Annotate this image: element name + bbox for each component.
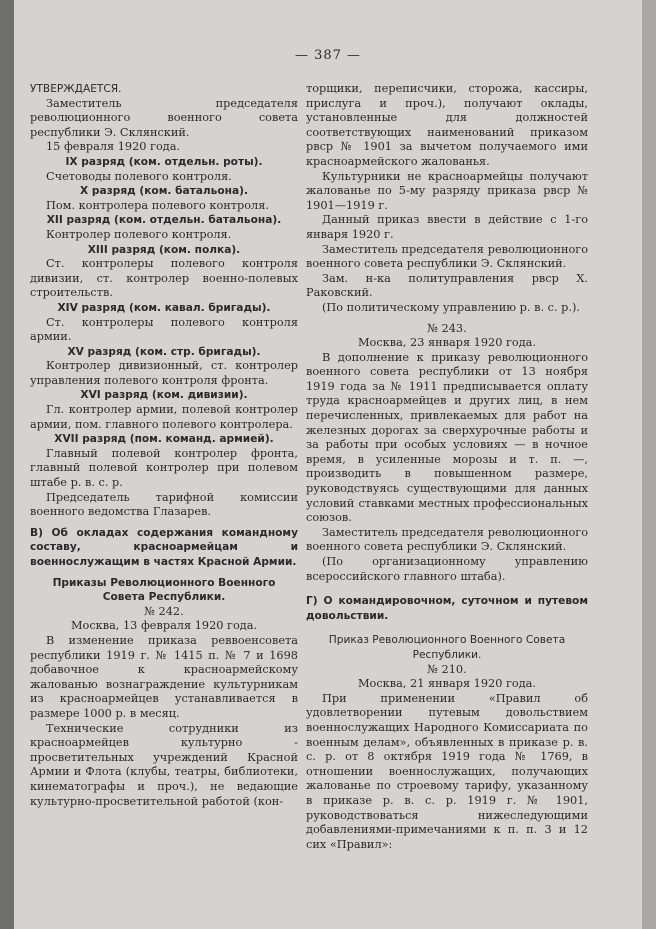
left-paragraph-20: В) Об окладах содержания командному составу, красноармейцам и военнослужащим в частях Красной Армии. (30, 526, 298, 568)
left-paragraph-23: Москва, 13 февраля 1920 года. (70, 619, 258, 633)
left-paragraph-10: Ст. контролеры полевого контроля дивизии, ст. контролер военно-полевых строительств. (30, 257, 298, 300)
left-paragraph-4: Счетоводы полевого контроля. (46, 169, 232, 183)
right-paragraph-3: Заместитель председателя революционного военного совета республики Э. Склянский. (306, 242, 588, 271)
left-paragraph-7: XII разряд (ком. отдельн. батальона). (46, 214, 282, 227)
left-paragraph-19: Председатель тарифной комиссии военного ведомства Глазарев. (30, 490, 298, 519)
right-paragraph-6: № 243. (427, 321, 467, 335)
right-paragraph-11: Г) О командировочном, суточном и путевом довольствии. (306, 595, 588, 622)
left-column (30, 82, 298, 809)
left-paragraph-22: № 242. (144, 604, 184, 618)
right-paragraph-0: торщики, переписчики, сторожа, кассиры, прислуга и проч.), получают оклады, установленные для должностей соответствующих наименований приказом рвср № 1901 за вычетом получаемого ими красноармейского жалованья. (306, 82, 588, 168)
right-paragraph-2: Данный приказ ввести в действие с 1-го января 1920 г. (306, 213, 588, 241)
scan-right-edge (642, 0, 656, 929)
right-paragraph-7: Москва, 23 января 1920 года. (357, 336, 537, 350)
left-paragraph-1: Заместитель председателя революционного военного совета республики Э. Склянский. (30, 96, 298, 139)
page-number: — 387 — (294, 48, 362, 63)
right-paragraph-1: Культурники не красноармейцы получают жалованье по 5-му разряду приказа рвср № 1901—1919 г. (306, 169, 588, 212)
left-paragraph-25: Технические сотрудники из красноармейцев культурно - просветительных учреждений Красной Армии и Флота (клубы, театры, библиотеки, кинематографы и проч.), не ведающие культурно-просветительной работой (кон- (30, 721, 298, 808)
left-paragraph-16: Гл. контролер армии, полевой контролер армии, пом. главного полевого контролера. (30, 403, 298, 431)
left-paragraph-3: IX разряд (ком. отдельн. роты). (65, 155, 263, 168)
left-paragraph-14: Контролер дивизионный, ст. контролер управления полевого контроля фронта. (30, 359, 298, 387)
left-paragraph-5: X разряд (ком. батальона). (80, 185, 248, 198)
scan-left-edge (0, 0, 14, 929)
left-paragraph-21: Приказы Революционного Военного Совета Республики. (52, 576, 276, 604)
left-paragraph-24: В изменение приказа реввоенсовета республики 1919 г. № 1415 п. № 7 и 1698 добавочное к красноармейскому жалованью вознаграждение культурникам из красноармейцев устанавливается в размере 1000 р. в месяц. (30, 633, 298, 720)
left-paragraph-2: 15 февраля 1920 года. (46, 140, 181, 154)
left-paragraph-9: XIII разряд (ком. полка). (87, 243, 241, 256)
right-paragraph-12: Приказ Революционного Военного Совета Республики. (328, 634, 566, 661)
right-paragraph-4: Зам. н-ка политуправления рвср Х. Раковский. (306, 271, 588, 300)
right-paragraph-13: № 210. (427, 662, 467, 676)
left-paragraph-15: XVI разряд (ком. дивизии). (80, 389, 248, 402)
right-paragraph-15: При применении «Правил об удовлетворении путевым довольствием военнослужащих Народного Комиссариата по военным делам», объявленных в приказе р. в. с. р. от 8 октября 1919 года № 1769, в отношении военнослужащих, получающих жалованье по строевому тарифу, указанному в приказе р. в. с. р. 1919 г. № 1901, руководствоваться нижеследующими добавлениями-примечаниями к п. п. 3 и 12 сих «Правил»: (306, 691, 588, 851)
left-paragraph-6: Пом. контролера полевого контроля. (46, 198, 269, 212)
left-paragraph-17: XVII разряд (пом. команд. армией). (54, 433, 274, 446)
left-paragraph-8: Контролер полевого контроля. (46, 227, 232, 241)
right-paragraph-5: (По политическому управлению р. в. с. р.). (322, 300, 580, 314)
left-paragraph-18: Главный полевой контролер фронта, главный полевой контролер при полевом штабе р. в. с. р. (30, 446, 298, 490)
right-column (306, 82, 588, 852)
left-paragraph-13: XV разряд (ком. стр. бригады). (67, 345, 261, 358)
right-paragraph-10: (По организационному управлению всероссийского главного штаба). (306, 555, 588, 583)
right-paragraph-14: Москва, 21 января 1920 года. (357, 677, 537, 691)
right-paragraph-9: Заместитель председателя революционного военного совета республики Э. Склянский. (306, 525, 588, 554)
left-paragraph-12: Ст. контролеры полевого контроля армии. (30, 315, 298, 344)
left-paragraph-11: XIV разряд (ком. кавал. бригады). (57, 301, 271, 314)
right-paragraph-8: В дополнение к приказу революционного военного совета республики от 13 ноября 1919 года за № 1911 предписывается оплату труда красноармейцев и других лиц, в нем перечисленных, привлекаемых для работ на железных дорогах за сверхурочные работы и за работы при особых условиях — в ночное время, в усиленные морозы и т. п. —, производить в повышенном размере, руководствуясь существующими для данных условий ставками местных профессиональных союзов. (306, 350, 588, 525)
left-paragraph-0: УТВЕРЖДАЕТСЯ. (30, 83, 122, 95)
